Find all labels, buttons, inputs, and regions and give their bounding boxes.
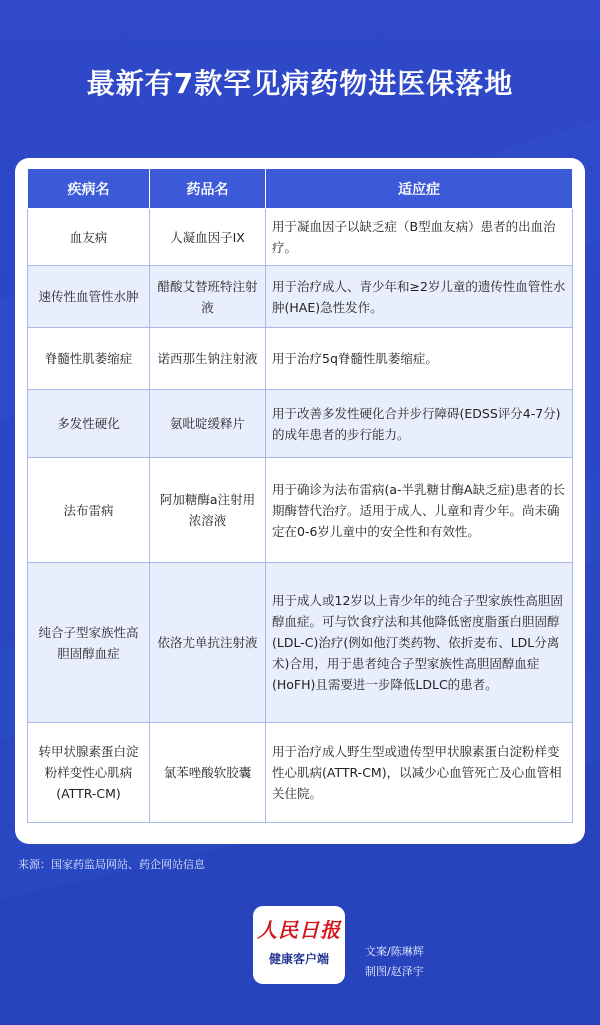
indication-cell: 用于凝血因子以缺乏症（B型血友病）患者的出血治疗。 <box>266 209 573 266</box>
disease-cell: 多发性硬化 <box>28 390 150 458</box>
table-row <box>28 563 573 723</box>
indication-cell: 用于治疗成人野生型或遗传型甲状腺素蛋白淀粉样变性心肌病(ATTR-CM)，以减少心血管死亡及心血管相关住院。 <box>266 723 573 823</box>
indication-cell: 用于确诊为法布雷病(a-半乳糖甘酶A缺乏症)患者的长期酶替代治疗。适用于成人、儿童和青少年。尚未确定在0-6岁儿童中的安全性和有效性。 <box>266 458 573 563</box>
credit-text: 文案/陈琳辉 <box>365 945 424 958</box>
drug-cell: 氨吡啶缓释片 <box>150 390 266 458</box>
header-disease: 疾病名 <box>28 169 150 209</box>
drug-cell: 诺西那生钠注射液 <box>150 328 266 390</box>
logo-brand-text: 人民日报 <box>257 918 341 942</box>
table-row <box>28 328 573 390</box>
table-row <box>28 266 573 328</box>
header-drug: 药品名 <box>150 169 266 209</box>
table-row <box>28 458 573 563</box>
drug-cell: 依洛尤单抗注射液 <box>150 563 266 723</box>
indication-cell: 用于改善多发性硬化合并步行障碍(EDSS评分4-7分)的成年患者的步行能力。 <box>266 390 573 458</box>
disease-cell: 速传性血管性水肿 <box>28 266 150 328</box>
logo-subtitle: 健康客户端 <box>268 952 329 966</box>
table-row <box>28 723 573 823</box>
drug-cell: 人凝血因子IX <box>150 209 266 266</box>
drug-cell: 氯苯唑酸软胶囊 <box>150 723 266 823</box>
drug-cell: 醋酸艾替班特注射液 <box>150 266 266 328</box>
disease-cell: 法布雷病 <box>28 458 150 563</box>
disease-cell: 脊髓性肌萎缩症 <box>28 328 150 390</box>
table-row <box>28 390 573 458</box>
credits <box>365 942 424 982</box>
disease-cell: 转甲状腺素蛋白淀粉样变性心肌病(ATTR-CM) <box>28 723 150 823</box>
brand-logo <box>253 906 345 984</box>
header-indication: 适应症 <box>266 169 573 209</box>
disease-cell: 血友病 <box>28 209 150 266</box>
drug-cell: 阿加糖酶a注射用浓溶液 <box>150 458 266 563</box>
drug-table <box>27 168 573 823</box>
table-header-row <box>28 169 573 209</box>
table-card <box>15 158 585 844</box>
indication-cell: 用于治疗5q脊髓性肌萎缩症。 <box>266 328 573 390</box>
source-note: 来源：国家药监局网站、药企网站信息 <box>18 858 205 871</box>
disease-cell: 纯合子型家族性高胆固醇血症 <box>28 563 150 723</box>
indication-cell: 用于治疗成人、青少年和≥2岁儿童的遗传性血管性水肿(HAE)急性发作。 <box>266 266 573 328</box>
page-title: 最新有7款罕见病药物进医保落地 <box>86 67 514 100</box>
credit-design: 制图/赵泽宇 <box>365 965 424 978</box>
indication-cell: 用于成人或12岁以上青少年的纯合子型家族性高胆固醇血症。可与饮食疗法和其他降低密度脂蛋白胆固醇(LDL-C)治疗(例如他汀类药物、依折麦布、LDL分离术)合用，用于患者纯合子型家族性高胆固醇血症(HoFH)且需要进一步降低LDLC的患者。 <box>266 563 573 723</box>
table-row <box>28 209 573 266</box>
